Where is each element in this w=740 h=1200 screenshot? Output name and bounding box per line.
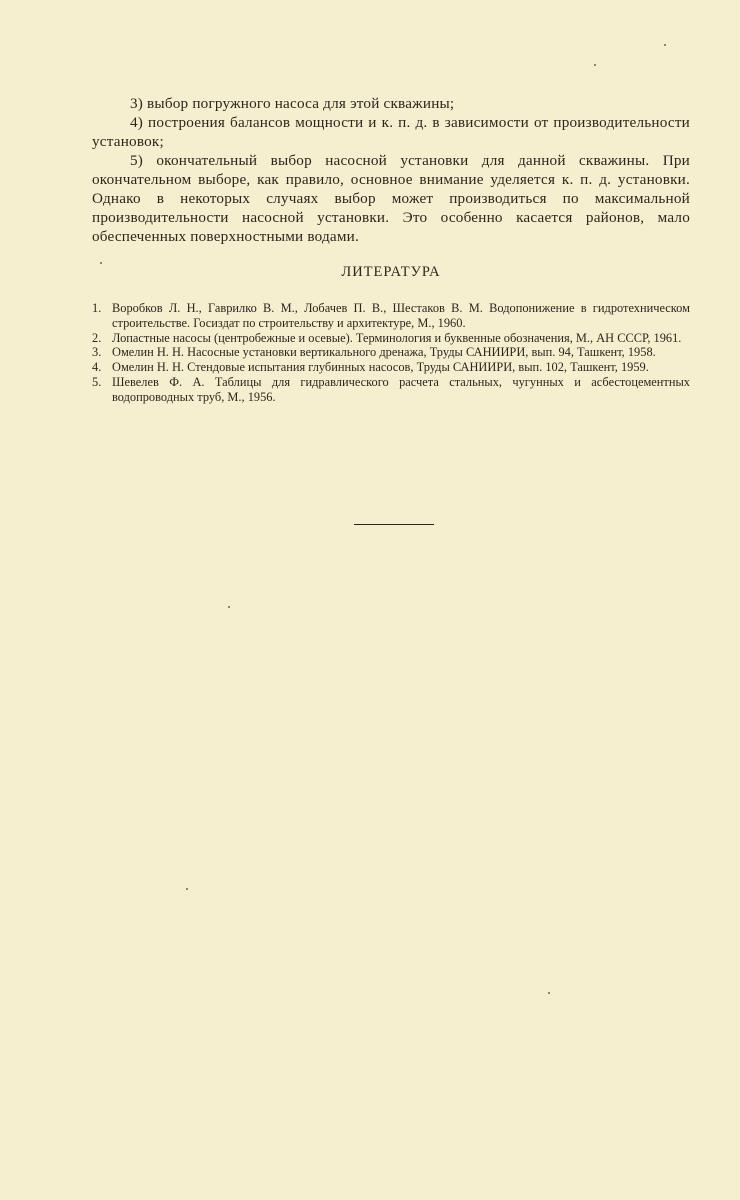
paragraph-item-4: 4) построения балансов мощности и к. п. д. в зависимости от производительности установок; (92, 114, 690, 150)
reference-item (92, 301, 690, 331)
reference-text: Шевелев Ф. А. Таблицы для гидравлического расчета стальных, чугунных и асбестоцементных водопроводных труб, М., 1956. (112, 374, 690, 404)
paper-speck (594, 64, 596, 66)
paper-speck (664, 44, 666, 46)
references-heading: ЛИТЕРАТУРА (341, 264, 441, 280)
reference-item (92, 331, 690, 346)
reference-item (92, 375, 690, 405)
end-divider (354, 524, 434, 525)
reference-item (92, 360, 690, 375)
paper-speck (186, 888, 188, 890)
reference-item (92, 345, 690, 360)
reference-number: 3. (92, 345, 102, 360)
reference-number: 2. (92, 330, 102, 345)
reference-text: Лопастные насосы (центробежные и осевые). Терминология и буквенные обозначения, М., АН СССР, 1961. (112, 330, 682, 345)
reference-text: Омелин Н. Н. Насосные установки вертикального дренажа, Труды САНИИРИ, вып. 94, Ташкент, 1958. (112, 345, 656, 360)
paper-speck (228, 606, 230, 608)
reference-number: 5. (92, 374, 102, 389)
paragraph-item-3: 3) выбор погружного насоса для этой скважины; (130, 95, 455, 112)
paper-speck (548, 992, 550, 994)
paper-speck (100, 262, 102, 264)
reference-text: Воробков Л. Н., Гаврилко В. М., Лобачев П. В., Шестаков В. М. Водопонижение в гидротехническом строительстве. Госиздат по строительству и архитектуре, М., 1960. (112, 301, 690, 330)
paragraph-item-5: 5) окончательный выбор насосной установки для данной скважины. При окончательном выборе, как правило, основное внимание уделяется к. п. д. установки. Однако в некоторых случаях выбор может производиться по максимальной производительности насосной установки. Это особенно касается районов, мало обеспеченных поверхностными водами. (92, 152, 690, 245)
reference-number: 1. (92, 301, 102, 315)
references-list (92, 301, 690, 405)
text-block (92, 94, 690, 405)
reference-text: Омелин Н. Н. Стендовые испытания глубинных насосов, Труды САНИИРИ, вып. 102, Ташкент, 1959. (112, 360, 649, 375)
reference-number: 4. (92, 360, 102, 375)
